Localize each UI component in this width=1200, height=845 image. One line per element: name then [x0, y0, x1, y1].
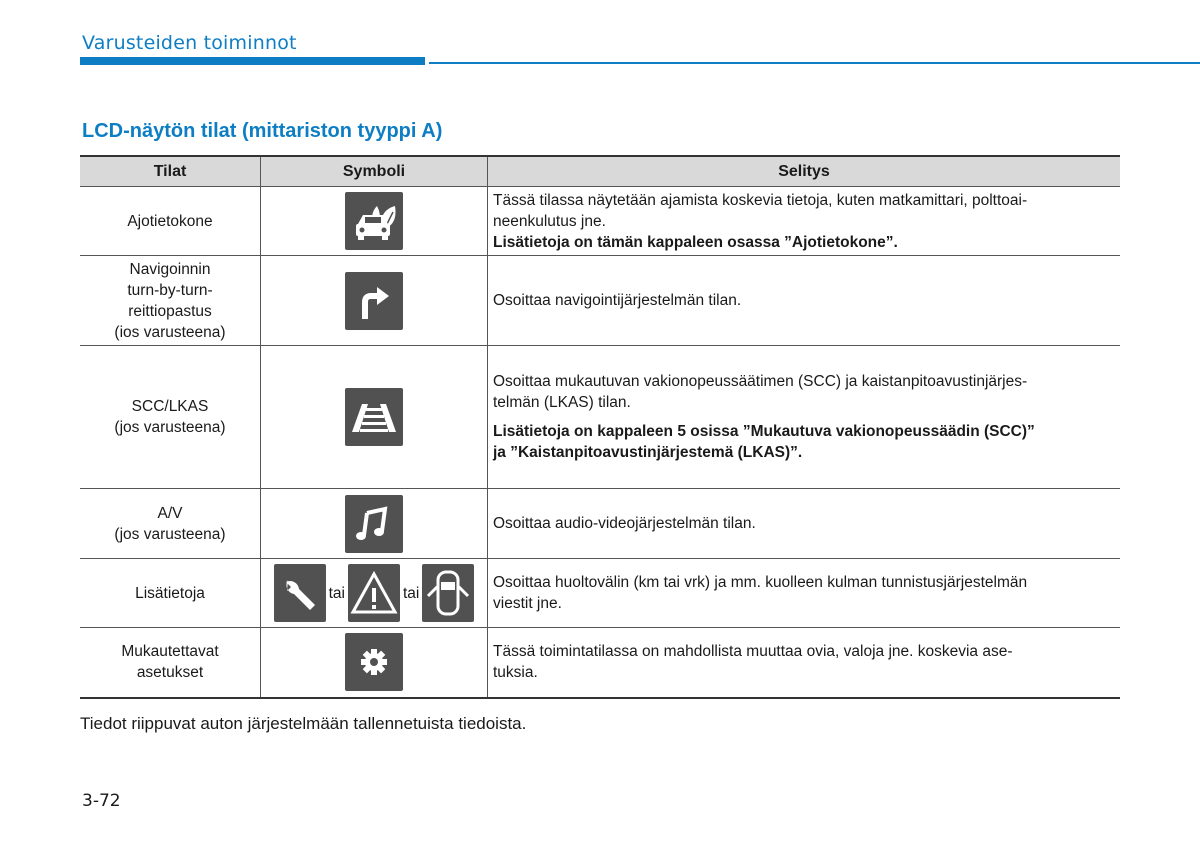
symbol-cell [261, 559, 488, 628]
mode-label: Ajotietokone [127, 212, 213, 230]
header-title: Varusteiden toiminnot [82, 32, 297, 54]
mode-cell [80, 256, 261, 346]
car-doors-open-icon [422, 564, 474, 622]
settings-gear-icon [345, 633, 403, 691]
description-line: viestit jne. [493, 595, 562, 612]
mode-label-line: Mukautettavat [121, 643, 219, 661]
footnote: Tiedot riippuvat auton järjestelmään tallennetuista tiedoista. [80, 714, 527, 733]
mode-cell [80, 187, 261, 256]
description-line: Tässä tilassa näytetään ajamista koskevia tietoja, kuten matkamittari, polttoai- [493, 191, 1028, 209]
description-cell [488, 346, 1121, 489]
lane-keeping-road-icon [345, 388, 403, 446]
description-text: Osoittaa audio-videojärjestelmän tilan. [493, 515, 756, 532]
mode-label-line: Navigoinnin [129, 260, 211, 278]
symbol-cell [261, 489, 488, 559]
description-line: Osoittaa huoltovälin (km tai vrk) ja mm. kuolleen kulman tunnistusjärjestelmän [493, 574, 1028, 591]
table-row [80, 256, 1120, 346]
section-title: LCD-näytön tilat (mittariston tyyppi A) [82, 120, 443, 142]
mode-label-line: turn-by-turn- [127, 281, 213, 299]
mode-cell [80, 489, 261, 559]
table-header-row [80, 156, 1120, 187]
mode-cell [80, 346, 261, 489]
mode-cell [80, 559, 261, 628]
mode-label-line: asetukset [136, 664, 204, 682]
mode-label-line: (ios varusteena) [114, 323, 226, 341]
mode-label-line: (jos varusteena) [114, 525, 226, 543]
mode-label-line: SCC/LKAS [131, 398, 209, 415]
table-row [80, 489, 1120, 559]
description-text: Osoittaa navigointijärjestelmän tilan. [493, 292, 742, 309]
description-line: tuksia. [493, 664, 538, 682]
table-row [80, 346, 1120, 489]
page-number: 3-72 [82, 791, 121, 811]
separator-tai: tai [328, 584, 345, 602]
header-accent-bar [80, 57, 425, 65]
description-cell [488, 559, 1121, 628]
description-line: Osoittaa mukautuvan vakionopeussäätimen (SCC) ja kaistanpitoavustinjärjes- [493, 373, 1028, 390]
table-row [80, 628, 1120, 698]
column-header-symboli: Symboli [261, 156, 488, 187]
separator-tai: tai [403, 584, 420, 602]
description-cell [488, 256, 1121, 346]
header-rule [429, 62, 1200, 64]
table-row [80, 559, 1120, 628]
description-reference: ja ”Kaistanpitoavustinjärjestemä (LKAS)”. [493, 444, 803, 461]
wrench-icon [274, 564, 326, 622]
mode-label-line: reittiopastus [128, 302, 212, 320]
lcd-modes-table [80, 155, 1120, 699]
mode-label-line: A/V [157, 504, 183, 522]
description-cell [488, 489, 1121, 559]
music-note-icon [345, 495, 403, 553]
navigation-turn-arrow-icon [345, 272, 403, 330]
description-cell [488, 187, 1121, 256]
table-row [80, 187, 1120, 256]
description-cell [488, 628, 1121, 698]
mode-label: Lisätietoja [135, 584, 205, 602]
column-header-tilat: Tilat [80, 156, 261, 187]
symbol-cell [261, 346, 488, 489]
description-line: neenkulutus jne. [493, 212, 606, 230]
symbol-cell [261, 187, 488, 256]
description-reference: Lisätietoja on tämän kappaleen osassa ”Ajotietokone”. [493, 233, 898, 251]
column-header-selitys: Selitys [488, 156, 1121, 187]
warning-triangle-icon [348, 564, 400, 622]
description-line: telmän (LKAS) tilan. [493, 394, 631, 411]
symbol-cell [261, 628, 488, 698]
mode-cell [80, 628, 261, 698]
mode-label-line: (jos varusteena) [114, 419, 226, 436]
drive-computer-car-leaf-icon [345, 192, 403, 250]
description-reference: Lisätietoja on kappaleen 5 osissa ”Mukautuva vakionopeussäädin (SCC)” [493, 423, 1035, 440]
description-line: Tässä toimintatilassa on mahdollista muuttaa ovia, valoja jne. koskevia ase- [493, 643, 1013, 661]
symbol-cell [261, 256, 488, 346]
